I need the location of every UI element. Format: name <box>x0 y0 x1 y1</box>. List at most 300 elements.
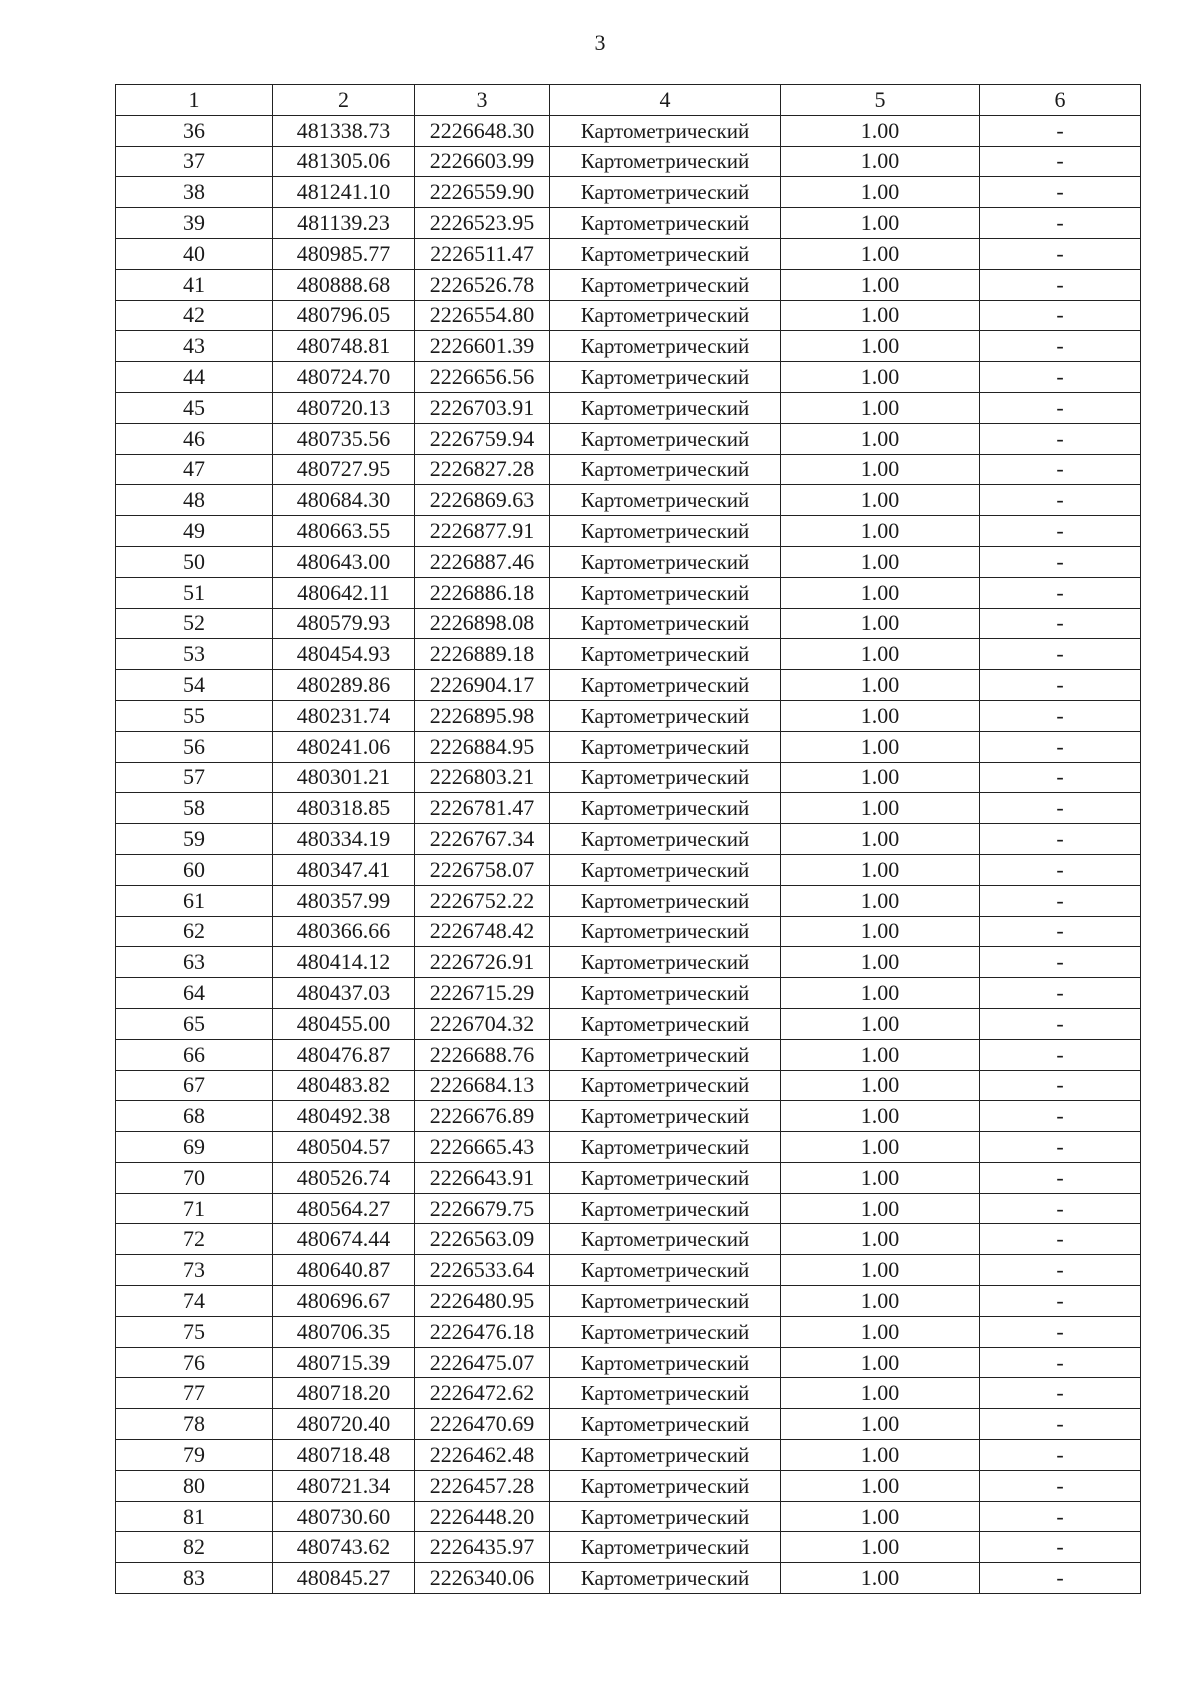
description-cell: - <box>980 1193 1141 1224</box>
x-coordinate-cell: 481139.23 <box>273 208 415 239</box>
x-coordinate-cell: 480643.00 <box>273 546 415 577</box>
y-coordinate-cell: 2226435.97 <box>415 1532 550 1563</box>
accuracy-cell: 1.00 <box>781 1070 980 1101</box>
description-cell: - <box>980 1501 1141 1532</box>
accuracy-cell: 1.00 <box>781 854 980 885</box>
table-row <box>116 208 1141 239</box>
y-coordinate-cell: 2226898.08 <box>415 608 550 639</box>
method-cell: Картометрический <box>550 1316 781 1347</box>
point-number-cell: 63 <box>116 947 273 978</box>
table-row <box>116 146 1141 177</box>
point-number-cell: 43 <box>116 331 273 362</box>
description-cell: - <box>980 177 1141 208</box>
accuracy-cell: 1.00 <box>781 1039 980 1070</box>
header-cell-col-1: 1 <box>116 85 273 116</box>
table-row <box>116 700 1141 731</box>
y-coordinate-cell: 2226715.29 <box>415 978 550 1009</box>
accuracy-cell: 1.00 <box>781 115 980 146</box>
x-coordinate-cell: 480696.67 <box>273 1286 415 1317</box>
table-row <box>116 577 1141 608</box>
method-cell: Картометрический <box>550 1470 781 1501</box>
description-cell: - <box>980 1316 1141 1347</box>
description-cell: - <box>980 208 1141 239</box>
description-cell: - <box>980 115 1141 146</box>
x-coordinate-cell: 480492.38 <box>273 1101 415 1132</box>
accuracy-cell: 1.00 <box>781 978 980 1009</box>
method-cell: Картометрический <box>550 300 781 331</box>
y-coordinate-cell: 2226869.63 <box>415 485 550 516</box>
description-cell: - <box>980 762 1141 793</box>
x-coordinate-cell: 480476.87 <box>273 1039 415 1070</box>
x-coordinate-cell: 481241.10 <box>273 177 415 208</box>
table-row <box>116 639 1141 670</box>
accuracy-cell: 1.00 <box>781 670 980 701</box>
method-cell: Картометрический <box>550 608 781 639</box>
y-coordinate-cell: 2226648.30 <box>415 115 550 146</box>
method-cell: Картометрический <box>550 824 781 855</box>
table-row <box>116 608 1141 639</box>
point-number-cell: 62 <box>116 916 273 947</box>
y-coordinate-cell: 2226767.34 <box>415 824 550 855</box>
method-cell: Картометрический <box>550 700 781 731</box>
y-coordinate-cell: 2226781.47 <box>415 793 550 824</box>
y-coordinate-cell: 2226758.07 <box>415 854 550 885</box>
y-coordinate-cell: 2226475.07 <box>415 1347 550 1378</box>
table-row <box>116 269 1141 300</box>
method-cell: Картометрический <box>550 454 781 485</box>
accuracy-cell: 1.00 <box>781 700 980 731</box>
y-coordinate-cell: 2226884.95 <box>415 731 550 762</box>
y-coordinate-cell: 2226472.62 <box>415 1378 550 1409</box>
method-cell: Картометрический <box>550 392 781 423</box>
x-coordinate-cell: 480579.93 <box>273 608 415 639</box>
point-number-cell: 58 <box>116 793 273 824</box>
method-cell: Картометрический <box>550 516 781 547</box>
header-cell-col-2: 2 <box>273 85 415 116</box>
method-cell: Картометрический <box>550 762 781 793</box>
accuracy-cell: 1.00 <box>781 916 980 947</box>
accuracy-cell: 1.00 <box>781 762 980 793</box>
point-number-cell: 74 <box>116 1286 273 1317</box>
method-cell: Картометрический <box>550 1409 781 1440</box>
y-coordinate-cell: 2226601.39 <box>415 331 550 362</box>
method-cell: Картометрический <box>550 331 781 362</box>
point-number-cell: 72 <box>116 1224 273 1255</box>
accuracy-cell: 1.00 <box>781 1193 980 1224</box>
header-cell-col-5: 5 <box>781 85 980 116</box>
accuracy-cell: 1.00 <box>781 1470 980 1501</box>
point-number-cell: 52 <box>116 608 273 639</box>
x-coordinate-cell: 480455.00 <box>273 1008 415 1039</box>
table-row <box>116 300 1141 331</box>
method-cell: Картометрический <box>550 1255 781 1286</box>
point-number-cell: 70 <box>116 1162 273 1193</box>
table-header <box>116 85 1141 116</box>
method-cell: Картометрический <box>550 1039 781 1070</box>
x-coordinate-cell: 480241.06 <box>273 731 415 762</box>
description-cell: - <box>980 454 1141 485</box>
description-cell: - <box>980 1378 1141 1409</box>
description-cell: - <box>980 1532 1141 1563</box>
description-cell: - <box>980 639 1141 670</box>
point-number-cell: 67 <box>116 1070 273 1101</box>
point-number-cell: 83 <box>116 1563 273 1594</box>
description-cell: - <box>980 854 1141 885</box>
coordinates-table <box>115 84 1141 1594</box>
x-coordinate-cell: 480748.81 <box>273 331 415 362</box>
accuracy-cell: 1.00 <box>781 1316 980 1347</box>
y-coordinate-cell: 2226703.91 <box>415 392 550 423</box>
method-cell: Картометрический <box>550 1286 781 1317</box>
point-number-cell: 64 <box>116 978 273 1009</box>
table-row <box>116 1070 1141 1101</box>
point-number-cell: 50 <box>116 546 273 577</box>
y-coordinate-cell: 2226559.90 <box>415 177 550 208</box>
x-coordinate-cell: 480715.39 <box>273 1347 415 1378</box>
x-coordinate-cell: 480684.30 <box>273 485 415 516</box>
point-number-cell: 37 <box>116 146 273 177</box>
x-coordinate-cell: 481338.73 <box>273 115 415 146</box>
y-coordinate-cell: 2226704.32 <box>415 1008 550 1039</box>
y-coordinate-cell: 2226554.80 <box>415 300 550 331</box>
x-coordinate-cell: 480735.56 <box>273 423 415 454</box>
table-row <box>116 916 1141 947</box>
accuracy-cell: 1.00 <box>781 423 980 454</box>
table-row <box>116 331 1141 362</box>
x-coordinate-cell: 480504.57 <box>273 1132 415 1163</box>
method-cell: Картометрический <box>550 1440 781 1471</box>
accuracy-cell: 1.00 <box>781 485 980 516</box>
description-cell: - <box>980 546 1141 577</box>
point-number-cell: 57 <box>116 762 273 793</box>
table-row <box>116 1532 1141 1563</box>
point-number-cell: 49 <box>116 516 273 547</box>
point-number-cell: 59 <box>116 824 273 855</box>
description-cell: - <box>980 392 1141 423</box>
table-row <box>116 824 1141 855</box>
x-coordinate-cell: 480437.03 <box>273 978 415 1009</box>
point-number-cell: 41 <box>116 269 273 300</box>
table-row <box>116 177 1141 208</box>
point-number-cell: 61 <box>116 885 273 916</box>
y-coordinate-cell: 2226526.78 <box>415 269 550 300</box>
table-row <box>116 1409 1141 1440</box>
x-coordinate-cell: 480289.86 <box>273 670 415 701</box>
x-coordinate-cell: 480718.48 <box>273 1440 415 1471</box>
method-cell: Картометрический <box>550 793 781 824</box>
accuracy-cell: 1.00 <box>781 1440 980 1471</box>
table-row <box>116 1347 1141 1378</box>
x-coordinate-cell: 480720.40 <box>273 1409 415 1440</box>
method-cell: Картометрический <box>550 577 781 608</box>
x-coordinate-cell: 480674.44 <box>273 1224 415 1255</box>
x-coordinate-cell: 480663.55 <box>273 516 415 547</box>
description-cell: - <box>980 362 1141 393</box>
accuracy-cell: 1.00 <box>781 362 980 393</box>
accuracy-cell: 1.00 <box>781 1501 980 1532</box>
accuracy-cell: 1.00 <box>781 146 980 177</box>
accuracy-cell: 1.00 <box>781 1224 980 1255</box>
point-number-cell: 54 <box>116 670 273 701</box>
table-row <box>116 392 1141 423</box>
x-coordinate-cell: 480730.60 <box>273 1501 415 1532</box>
table-row <box>116 1255 1141 1286</box>
description-cell: - <box>980 885 1141 916</box>
x-coordinate-cell: 480796.05 <box>273 300 415 331</box>
accuracy-cell: 1.00 <box>781 1532 980 1563</box>
accuracy-cell: 1.00 <box>781 454 980 485</box>
table-row <box>116 362 1141 393</box>
table-row <box>116 454 1141 485</box>
description-cell: - <box>980 1347 1141 1378</box>
y-coordinate-cell: 2226533.64 <box>415 1255 550 1286</box>
point-number-cell: 55 <box>116 700 273 731</box>
x-coordinate-cell: 480318.85 <box>273 793 415 824</box>
method-cell: Картометрический <box>550 362 781 393</box>
x-coordinate-cell: 480706.35 <box>273 1316 415 1347</box>
method-cell: Картометрический <box>550 546 781 577</box>
accuracy-cell: 1.00 <box>781 885 980 916</box>
table-row <box>116 793 1141 824</box>
description-cell: - <box>980 1008 1141 1039</box>
method-cell: Картометрический <box>550 1532 781 1563</box>
table-row <box>116 854 1141 885</box>
description-cell: - <box>980 1039 1141 1070</box>
y-coordinate-cell: 2226904.17 <box>415 670 550 701</box>
header-row <box>116 85 1141 116</box>
x-coordinate-cell: 480721.34 <box>273 1470 415 1501</box>
point-number-cell: 66 <box>116 1039 273 1070</box>
point-number-cell: 51 <box>116 577 273 608</box>
method-cell: Картометрический <box>550 731 781 762</box>
accuracy-cell: 1.00 <box>781 392 980 423</box>
description-cell: - <box>980 916 1141 947</box>
table-row <box>116 1132 1141 1163</box>
point-number-cell: 76 <box>116 1347 273 1378</box>
description-cell: - <box>980 1132 1141 1163</box>
method-cell: Картометрический <box>550 1501 781 1532</box>
table-row <box>116 1101 1141 1132</box>
method-cell: Картометрический <box>550 485 781 516</box>
accuracy-cell: 1.00 <box>781 1255 980 1286</box>
method-cell: Картометрический <box>550 269 781 300</box>
method-cell: Картометрический <box>550 1132 781 1163</box>
point-number-cell: 60 <box>116 854 273 885</box>
point-number-cell: 78 <box>116 1409 273 1440</box>
table-row <box>116 115 1141 146</box>
x-coordinate-cell: 480718.20 <box>273 1378 415 1409</box>
table-row <box>116 1008 1141 1039</box>
accuracy-cell: 1.00 <box>781 177 980 208</box>
y-coordinate-cell: 2226889.18 <box>415 639 550 670</box>
x-coordinate-cell: 480845.27 <box>273 1563 415 1594</box>
table-row <box>116 1039 1141 1070</box>
point-number-cell: 42 <box>116 300 273 331</box>
table-row <box>116 1440 1141 1471</box>
table-row <box>116 731 1141 762</box>
point-number-cell: 73 <box>116 1255 273 1286</box>
description-cell: - <box>980 423 1141 454</box>
description-cell: - <box>980 331 1141 362</box>
description-cell: - <box>980 516 1141 547</box>
accuracy-cell: 1.00 <box>781 1162 980 1193</box>
point-number-cell: 77 <box>116 1378 273 1409</box>
y-coordinate-cell: 2226759.94 <box>415 423 550 454</box>
description-cell: - <box>980 1470 1141 1501</box>
x-coordinate-cell: 480727.95 <box>273 454 415 485</box>
y-coordinate-cell: 2226448.20 <box>415 1501 550 1532</box>
description-cell: - <box>980 1224 1141 1255</box>
table-row <box>116 238 1141 269</box>
table-row <box>116 516 1141 547</box>
description-cell: - <box>980 947 1141 978</box>
y-coordinate-cell: 2226603.99 <box>415 146 550 177</box>
x-coordinate-cell: 480720.13 <box>273 392 415 423</box>
x-coordinate-cell: 480483.82 <box>273 1070 415 1101</box>
description-cell: - <box>980 238 1141 269</box>
accuracy-cell: 1.00 <box>781 1563 980 1594</box>
point-number-cell: 65 <box>116 1008 273 1039</box>
table-row <box>116 485 1141 516</box>
y-coordinate-cell: 2226752.22 <box>415 885 550 916</box>
y-coordinate-cell: 2226462.48 <box>415 1440 550 1471</box>
description-cell: - <box>980 1162 1141 1193</box>
description-cell: - <box>980 700 1141 731</box>
y-coordinate-cell: 2226665.43 <box>415 1132 550 1163</box>
table-row <box>116 1378 1141 1409</box>
x-coordinate-cell: 480888.68 <box>273 269 415 300</box>
table-row <box>116 546 1141 577</box>
method-cell: Картометрический <box>550 146 781 177</box>
table-row <box>116 885 1141 916</box>
accuracy-cell: 1.00 <box>781 269 980 300</box>
description-cell: - <box>980 1409 1141 1440</box>
y-coordinate-cell: 2226827.28 <box>415 454 550 485</box>
table-row <box>116 1501 1141 1532</box>
accuracy-cell: 1.00 <box>781 1286 980 1317</box>
point-number-cell: 44 <box>116 362 273 393</box>
description-cell: - <box>980 485 1141 516</box>
point-number-cell: 40 <box>116 238 273 269</box>
accuracy-cell: 1.00 <box>781 300 980 331</box>
y-coordinate-cell: 2226643.91 <box>415 1162 550 1193</box>
x-coordinate-cell: 480564.27 <box>273 1193 415 1224</box>
x-coordinate-cell: 480357.99 <box>273 885 415 916</box>
method-cell: Картометрический <box>550 423 781 454</box>
accuracy-cell: 1.00 <box>781 1409 980 1440</box>
description-cell: - <box>980 1563 1141 1594</box>
table-row <box>116 423 1141 454</box>
table-row <box>116 670 1141 701</box>
description-cell: - <box>980 1070 1141 1101</box>
description-cell: - <box>980 608 1141 639</box>
method-cell: Картометрический <box>550 1347 781 1378</box>
method-cell: Картометрический <box>550 854 781 885</box>
method-cell: Картометрический <box>550 1224 781 1255</box>
point-number-cell: 45 <box>116 392 273 423</box>
x-coordinate-cell: 481305.06 <box>273 146 415 177</box>
y-coordinate-cell: 2226748.42 <box>415 916 550 947</box>
y-coordinate-cell: 2226887.46 <box>415 546 550 577</box>
method-cell: Картометрический <box>550 947 781 978</box>
method-cell: Картометрический <box>550 670 781 701</box>
description-cell: - <box>980 269 1141 300</box>
accuracy-cell: 1.00 <box>781 947 980 978</box>
point-number-cell: 75 <box>116 1316 273 1347</box>
x-coordinate-cell: 480366.66 <box>273 916 415 947</box>
y-coordinate-cell: 2226688.76 <box>415 1039 550 1070</box>
point-number-cell: 46 <box>116 423 273 454</box>
accuracy-cell: 1.00 <box>781 639 980 670</box>
description-cell: - <box>980 824 1141 855</box>
description-cell: - <box>980 978 1141 1009</box>
method-cell: Картометрический <box>550 1162 781 1193</box>
method-cell: Картометрический <box>550 238 781 269</box>
y-coordinate-cell: 2226523.95 <box>415 208 550 239</box>
description-cell: - <box>980 670 1141 701</box>
accuracy-cell: 1.00 <box>781 577 980 608</box>
accuracy-cell: 1.00 <box>781 546 980 577</box>
x-coordinate-cell: 480347.41 <box>273 854 415 885</box>
page-number: 3 <box>594 30 606 55</box>
method-cell: Картометрический <box>550 1563 781 1594</box>
method-cell: Картометрический <box>550 1378 781 1409</box>
description-cell: - <box>980 1286 1141 1317</box>
point-number-cell: 81 <box>116 1501 273 1532</box>
y-coordinate-cell: 2226563.09 <box>415 1224 550 1255</box>
point-number-cell: 71 <box>116 1193 273 1224</box>
point-number-cell: 38 <box>116 177 273 208</box>
y-coordinate-cell: 2226679.75 <box>415 1193 550 1224</box>
x-coordinate-cell: 480301.21 <box>273 762 415 793</box>
x-coordinate-cell: 480231.74 <box>273 700 415 731</box>
method-cell: Картометрический <box>550 1101 781 1132</box>
accuracy-cell: 1.00 <box>781 793 980 824</box>
point-number-cell: 68 <box>116 1101 273 1132</box>
x-coordinate-cell: 480640.87 <box>273 1255 415 1286</box>
point-number-cell: 56 <box>116 731 273 762</box>
point-number-cell: 80 <box>116 1470 273 1501</box>
description-cell: - <box>980 300 1141 331</box>
x-coordinate-cell: 480743.62 <box>273 1532 415 1563</box>
method-cell: Картометрический <box>550 1008 781 1039</box>
accuracy-cell: 1.00 <box>781 1132 980 1163</box>
accuracy-cell: 1.00 <box>781 608 980 639</box>
header-cell-col-3: 3 <box>415 85 550 116</box>
y-coordinate-cell: 2226877.91 <box>415 516 550 547</box>
description-cell: - <box>980 1440 1141 1471</box>
x-coordinate-cell: 480526.74 <box>273 1162 415 1193</box>
description-cell: - <box>980 793 1141 824</box>
y-coordinate-cell: 2226457.28 <box>415 1470 550 1501</box>
y-coordinate-cell: 2226684.13 <box>415 1070 550 1101</box>
description-cell: - <box>980 1255 1141 1286</box>
accuracy-cell: 1.00 <box>781 331 980 362</box>
method-cell: Картометрический <box>550 639 781 670</box>
y-coordinate-cell: 2226476.18 <box>415 1316 550 1347</box>
method-cell: Картометрический <box>550 885 781 916</box>
y-coordinate-cell: 2226886.18 <box>415 577 550 608</box>
point-number-cell: 79 <box>116 1440 273 1471</box>
method-cell: Картометрический <box>550 1193 781 1224</box>
description-cell: - <box>980 731 1141 762</box>
table-row <box>116 1316 1141 1347</box>
x-coordinate-cell: 480414.12 <box>273 947 415 978</box>
x-coordinate-cell: 480642.11 <box>273 577 415 608</box>
y-coordinate-cell: 2226676.89 <box>415 1101 550 1132</box>
point-number-cell: 39 <box>116 208 273 239</box>
accuracy-cell: 1.00 <box>781 516 980 547</box>
